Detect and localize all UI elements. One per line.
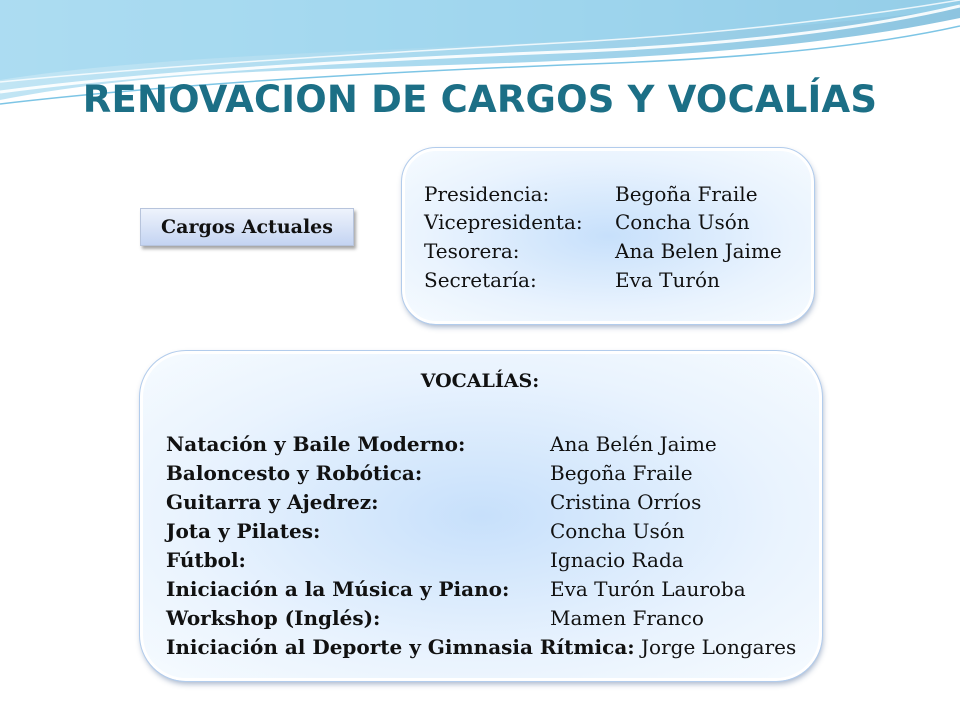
vocalia-area: Baloncesto y Robótica: bbox=[166, 461, 423, 485]
vocalia-area: Natación y Baile Moderno: bbox=[166, 432, 466, 456]
cargo-role: Presidencia: bbox=[424, 182, 550, 206]
cargos-actuales-badge: Cargos Actuales bbox=[140, 208, 354, 246]
cargo-role: Secretaría: bbox=[424, 268, 537, 292]
vocalia-name: Cristina Orríos bbox=[550, 490, 702, 514]
cargo-role: Tesorera: bbox=[424, 239, 520, 263]
vocalia-name: Jorge Longares bbox=[641, 635, 797, 659]
cargo-role: Vicepresidenta: bbox=[424, 210, 583, 234]
vocalia-row bbox=[166, 635, 796, 659]
vocalia-area: Iniciación a la Música y Piano: bbox=[166, 577, 510, 601]
cargo-name: Begoña Fraile bbox=[615, 182, 758, 206]
cargos-card bbox=[402, 148, 814, 324]
vocalia-name: Concha Usón bbox=[550, 519, 685, 543]
cargo-name: Eva Turón bbox=[615, 268, 720, 292]
vocalia-area: Workshop (Inglés): bbox=[166, 606, 381, 630]
page-title: RENOVACION DE CARGOS Y VOCALÍAS bbox=[82, 78, 878, 121]
vocalia-name: Ignacio Rada bbox=[550, 548, 684, 572]
vocalias-card bbox=[140, 351, 822, 681]
vocalia-name: Begoña Fraile bbox=[550, 461, 693, 485]
cargo-name: Concha Usón bbox=[615, 210, 750, 234]
vocalia-area: Iniciación al Deporte y Gimnasia Rítmica: bbox=[166, 635, 635, 659]
vocalia-area: Guitarra y Ajedrez: bbox=[166, 490, 379, 514]
vocalia-name: Eva Turón Lauroba bbox=[550, 577, 746, 601]
vocalias-heading: VOCALÍAS: bbox=[420, 370, 540, 392]
vocalia-name: Ana Belén Jaime bbox=[550, 432, 717, 456]
vocalia-name: Mamen Franco bbox=[550, 606, 704, 630]
cargo-name: Ana Belen Jaime bbox=[615, 239, 782, 263]
vocalia-area: Fútbol: bbox=[166, 548, 246, 572]
vocalia-area: Jota y Pilates: bbox=[166, 519, 321, 543]
